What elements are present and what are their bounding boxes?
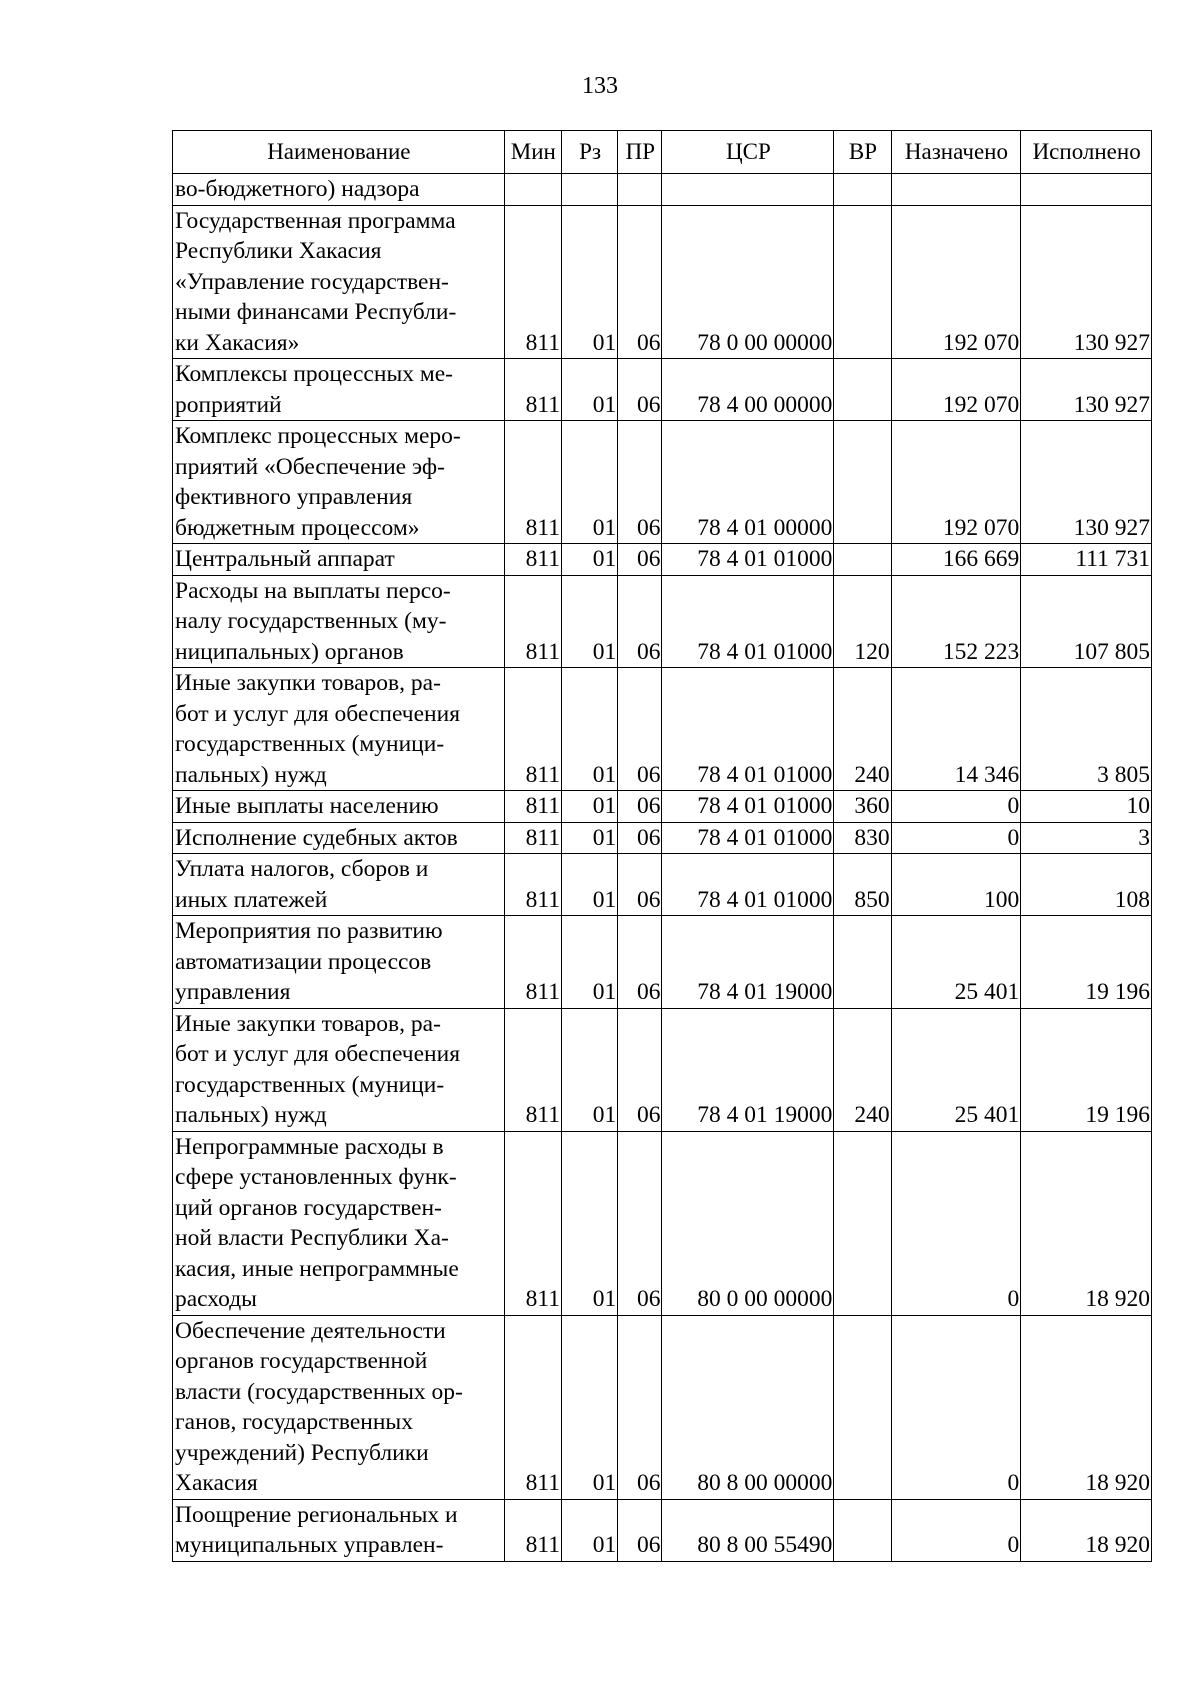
table-row	[173, 668, 1152, 791]
cell-csr: 78 4 01 01000	[662, 575, 834, 668]
cell-name: Комплексы процессных ме- роприятий	[173, 359, 505, 421]
cell-vr	[834, 359, 891, 421]
cell-ispolneno: 111 731	[1021, 544, 1152, 576]
cell-name: Уплата налогов, сборов и иных платежей	[173, 854, 505, 916]
cell-csr: 80 0 00 00000	[662, 1131, 834, 1315]
cell-name: Иные закупки товаров, ра- бот и услуг для обеспечения государственных (муници- пальных) нужд	[173, 1008, 505, 1131]
cell-csr: 78 4 01 01000	[662, 544, 834, 576]
cell-name: Исполнение судебных актов	[173, 822, 505, 854]
cell-naznacheno: 25 401	[891, 916, 1021, 1009]
cell-vr	[834, 174, 891, 206]
budget-table	[172, 130, 1152, 1562]
cell-name: Иные закупки товаров, ра- бот и услуг для обеспечения государственных (муници- пальных) нужд	[173, 668, 505, 791]
cell-rz	[561, 174, 617, 206]
cell-pr: 06	[618, 421, 662, 544]
cell-min: 811	[504, 668, 561, 791]
table-header-row	[173, 131, 1152, 174]
cell-vr: 120	[834, 575, 891, 668]
cell-csr: 78 4 01 01000	[662, 791, 834, 823]
cell-ispolneno: 130 927	[1021, 421, 1152, 544]
cell-naznacheno: 0	[891, 1499, 1021, 1561]
cell-pr: 06	[618, 359, 662, 421]
cell-rz: 01	[561, 791, 617, 823]
table-row	[173, 174, 1152, 206]
table-row	[173, 1008, 1152, 1131]
cell-vr: 240	[834, 1008, 891, 1131]
cell-rz: 01	[561, 359, 617, 421]
cell-ispolneno	[1021, 174, 1152, 206]
cell-min: 811	[504, 1315, 561, 1499]
cell-min: 811	[504, 791, 561, 823]
cell-naznacheno: 0	[891, 822, 1021, 854]
cell-min: 811	[504, 1008, 561, 1131]
table-row	[173, 421, 1152, 544]
cell-rz: 01	[561, 854, 617, 916]
cell-name: Расходы на выплаты персо- налу государственных (му- ниципальных) органов	[173, 575, 505, 668]
cell-min: 811	[504, 359, 561, 421]
cell-pr: 06	[618, 668, 662, 791]
cell-name: Комплекс процессных меро- приятий «Обеспечение эф- фективного управления бюджетным процессом»	[173, 421, 505, 544]
cell-min: 811	[504, 854, 561, 916]
table-row	[173, 1499, 1152, 1561]
cell-min: 811	[504, 1499, 561, 1561]
cell-csr: 78 4 00 00000	[662, 359, 834, 421]
header-rz: Рз	[561, 131, 617, 174]
header-name: Наименование	[173, 131, 505, 174]
cell-naznacheno: 192 070	[891, 359, 1021, 421]
cell-csr: 78 4 01 01000	[662, 854, 834, 916]
cell-vr: 850	[834, 854, 891, 916]
table-row	[173, 1131, 1152, 1315]
cell-csr: 78 4 01 00000	[662, 421, 834, 544]
cell-pr: 06	[618, 854, 662, 916]
cell-csr: 78 4 01 19000	[662, 916, 834, 1009]
cell-name: Обеспечение деятельности органов государственной власти (государственных ор- ганов, государственных учреждений) Республики Хакасия	[173, 1315, 505, 1499]
cell-ispolneno: 3	[1021, 822, 1152, 854]
cell-ispolneno: 19 196	[1021, 916, 1152, 1009]
cell-pr: 06	[618, 1499, 662, 1561]
cell-min: 811	[504, 421, 561, 544]
cell-rz: 01	[561, 544, 617, 576]
cell-rz: 01	[561, 575, 617, 668]
cell-csr: 78 4 01 19000	[662, 1008, 834, 1131]
table-row	[173, 544, 1152, 576]
table-row	[173, 205, 1152, 359]
cell-csr	[662, 174, 834, 206]
cell-naznacheno: 192 070	[891, 421, 1021, 544]
cell-pr: 06	[618, 791, 662, 823]
cell-pr: 06	[618, 916, 662, 1009]
table-row	[173, 359, 1152, 421]
cell-ispolneno: 130 927	[1021, 205, 1152, 359]
cell-name: Иные выплаты населению	[173, 791, 505, 823]
cell-ispolneno: 18 920	[1021, 1315, 1152, 1499]
cell-pr: 06	[618, 205, 662, 359]
table-row	[173, 575, 1152, 668]
cell-naznacheno	[891, 174, 1021, 206]
cell-pr: 06	[618, 544, 662, 576]
cell-name: Непрограммные расходы в сфере установленных функ- ций органов государствен- ной власти Республики Ха- касия, иные непрограммные расходы	[173, 1131, 505, 1315]
cell-name: Поощрение региональных и муниципальных управлен-	[173, 1499, 505, 1561]
cell-naznacheno: 192 070	[891, 205, 1021, 359]
cell-vr	[834, 916, 891, 1009]
cell-vr	[834, 421, 891, 544]
cell-rz: 01	[561, 421, 617, 544]
table-row	[173, 854, 1152, 916]
cell-ispolneno: 18 920	[1021, 1131, 1152, 1315]
cell-naznacheno: 152 223	[891, 575, 1021, 668]
cell-pr: 06	[618, 1008, 662, 1131]
header-ispolneno: Исполнено	[1021, 131, 1152, 174]
cell-name: Мероприятия по развитию автоматизации процессов управления	[173, 916, 505, 1009]
cell-min: 811	[504, 205, 561, 359]
cell-naznacheno: 166 669	[891, 544, 1021, 576]
cell-name: Государственная программа Республики Хакасия «Управление государствен- ными финансами Республи- ки Хакасия»	[173, 205, 505, 359]
cell-vr	[834, 1131, 891, 1315]
cell-pr: 06	[618, 575, 662, 668]
cell-rz: 01	[561, 1008, 617, 1131]
cell-rz: 01	[561, 1131, 617, 1315]
cell-vr: 360	[834, 791, 891, 823]
cell-pr: 06	[618, 822, 662, 854]
header-min: Мин	[504, 131, 561, 174]
cell-pr: 06	[618, 1315, 662, 1499]
header-pr: ПР	[618, 131, 662, 174]
cell-ispolneno: 130 927	[1021, 359, 1152, 421]
cell-naznacheno: 0	[891, 1315, 1021, 1499]
cell-csr: 78 0 00 00000	[662, 205, 834, 359]
cell-rz: 01	[561, 668, 617, 791]
cell-pr: 06	[618, 1131, 662, 1315]
cell-rz: 01	[561, 822, 617, 854]
cell-vr	[834, 1499, 891, 1561]
cell-min: 811	[504, 544, 561, 576]
cell-min	[504, 174, 561, 206]
cell-ispolneno: 18 920	[1021, 1499, 1152, 1561]
cell-vr	[834, 1315, 891, 1499]
cell-rz: 01	[561, 1315, 617, 1499]
cell-min: 811	[504, 575, 561, 668]
cell-csr: 78 4 01 01000	[662, 822, 834, 854]
cell-vr: 240	[834, 668, 891, 791]
table-row	[173, 822, 1152, 854]
cell-pr	[618, 174, 662, 206]
cell-ispolneno: 107 805	[1021, 575, 1152, 668]
table-body	[173, 174, 1152, 1562]
cell-rz: 01	[561, 1499, 617, 1561]
cell-ispolneno: 10	[1021, 791, 1152, 823]
cell-csr: 78 4 01 01000	[662, 668, 834, 791]
cell-ispolneno: 19 196	[1021, 1008, 1152, 1131]
table-row	[173, 791, 1152, 823]
cell-name: Центральный аппарат	[173, 544, 505, 576]
cell-naznacheno: 100	[891, 854, 1021, 916]
cell-csr: 80 8 00 00000	[662, 1315, 834, 1499]
cell-vr: 830	[834, 822, 891, 854]
page-number: 133	[582, 73, 618, 99]
cell-rz: 01	[561, 205, 617, 359]
cell-naznacheno: 14 346	[891, 668, 1021, 791]
cell-rz: 01	[561, 916, 617, 1009]
cell-ispolneno: 108	[1021, 854, 1152, 916]
cell-ispolneno: 3 805	[1021, 668, 1152, 791]
cell-naznacheno: 0	[891, 791, 1021, 823]
cell-vr	[834, 544, 891, 576]
cell-min: 811	[504, 822, 561, 854]
header-vr: ВР	[834, 131, 891, 174]
cell-name: во-бюджетного) надзора	[173, 174, 505, 206]
cell-min: 811	[504, 916, 561, 1009]
header-csr: ЦСР	[662, 131, 834, 174]
cell-vr	[834, 205, 891, 359]
cell-csr: 80 8 00 55490	[662, 1499, 834, 1561]
cell-naznacheno: 25 401	[891, 1008, 1021, 1131]
cell-min: 811	[504, 1131, 561, 1315]
header-naznacheno: Назначено	[891, 131, 1021, 174]
cell-naznacheno: 0	[891, 1131, 1021, 1315]
table-row	[173, 916, 1152, 1009]
table-row	[173, 1315, 1152, 1499]
